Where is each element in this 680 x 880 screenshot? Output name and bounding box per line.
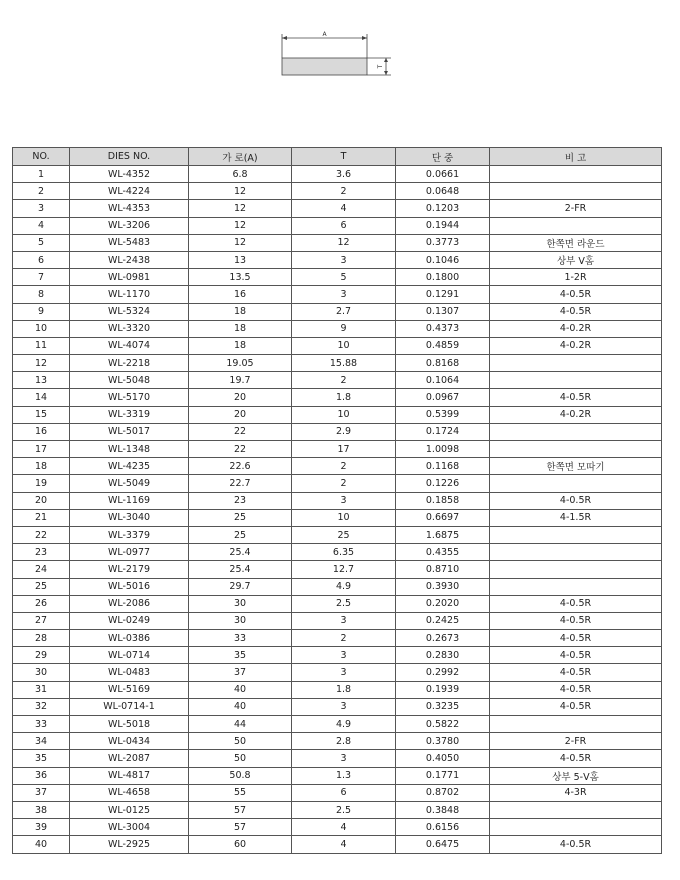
cell-unit-weight: 0.0648 <box>396 183 490 200</box>
cell-width: 12 <box>189 234 292 251</box>
cell-width: 22.7 <box>189 475 292 492</box>
cell-unit-weight: 0.4050 <box>396 750 490 767</box>
cell-thickness: 3 <box>292 750 396 767</box>
table-row <box>13 612 662 629</box>
cell-dies-no: WL-2179 <box>70 561 189 578</box>
cell-remarks <box>490 716 662 733</box>
cell-no: 21 <box>13 509 70 526</box>
table-row <box>13 320 662 337</box>
dies-spec-table <box>12 147 662 854</box>
cell-dies-no: WL-5170 <box>70 389 189 406</box>
cell-no: 33 <box>13 716 70 733</box>
cell-thickness: 2 <box>292 458 396 475</box>
table-row <box>13 423 662 440</box>
cell-unit-weight: 0.4355 <box>396 544 490 561</box>
table-row <box>13 166 662 183</box>
table-row <box>13 698 662 715</box>
cell-unit-weight: 1.6875 <box>396 526 490 543</box>
cell-thickness: 3.6 <box>292 166 396 183</box>
table-row <box>13 750 662 767</box>
cell-no: 28 <box>13 630 70 647</box>
cell-dies-no: WL-5017 <box>70 423 189 440</box>
cell-remarks: 4-0.2R <box>490 320 662 337</box>
cell-dies-no: WL-5483 <box>70 234 189 251</box>
cell-remarks <box>490 217 662 234</box>
cell-dies-no: WL-4352 <box>70 166 189 183</box>
cell-width: 13.5 <box>189 269 292 286</box>
cell-dies-no: WL-0714-1 <box>70 698 189 715</box>
cell-width: 50 <box>189 750 292 767</box>
cell-no: 16 <box>13 423 70 440</box>
cell-width: 22 <box>189 441 292 458</box>
table-row <box>13 561 662 578</box>
table-row <box>13 337 662 354</box>
table-row <box>13 458 662 475</box>
table-row <box>13 183 662 200</box>
cell-dies-no: WL-2218 <box>70 355 189 372</box>
cell-dies-no: WL-0125 <box>70 801 189 818</box>
cell-thickness: 3 <box>292 251 396 268</box>
cell-no: 2 <box>13 183 70 200</box>
cell-thickness: 2.8 <box>292 733 396 750</box>
cell-unit-weight: 0.1939 <box>396 681 490 698</box>
table-row <box>13 509 662 526</box>
cell-thickness: 17 <box>292 441 396 458</box>
cell-width: 44 <box>189 716 292 733</box>
cell-thickness: 12.7 <box>292 561 396 578</box>
cell-thickness: 1.8 <box>292 681 396 698</box>
table-row <box>13 836 662 853</box>
cell-remarks: 4-1.5R <box>490 509 662 526</box>
cell-no: 8 <box>13 286 70 303</box>
cell-dies-no: WL-1170 <box>70 286 189 303</box>
cell-no: 9 <box>13 303 70 320</box>
header-no: NO. <box>13 148 70 166</box>
cell-width: 18 <box>189 303 292 320</box>
cell-unit-weight: 0.2673 <box>396 630 490 647</box>
cell-dies-no: WL-1169 <box>70 492 189 509</box>
cell-thickness: 3 <box>292 698 396 715</box>
cell-no: 37 <box>13 784 70 801</box>
table-row <box>13 475 662 492</box>
width-arrow-left <box>282 36 287 40</box>
table-header-row <box>13 148 662 166</box>
cell-dies-no: WL-5169 <box>70 681 189 698</box>
cell-unit-weight: 0.6475 <box>396 836 490 853</box>
cell-no: 24 <box>13 561 70 578</box>
table-row <box>13 716 662 733</box>
cell-thickness: 12 <box>292 234 396 251</box>
table-row <box>13 406 662 423</box>
cell-dies-no: WL-0249 <box>70 612 189 629</box>
table-row <box>13 578 662 595</box>
cell-dies-no: WL-5016 <box>70 578 189 595</box>
cell-width: 22.6 <box>189 458 292 475</box>
cell-dies-no: WL-0981 <box>70 269 189 286</box>
cell-remarks <box>490 166 662 183</box>
cell-dies-no: WL-5018 <box>70 716 189 733</box>
cell-unit-weight: 0.1858 <box>396 492 490 509</box>
cell-no: 22 <box>13 526 70 543</box>
cell-thickness: 2 <box>292 183 396 200</box>
header-width-a: 가 로(A) <box>189 148 292 166</box>
cell-unit-weight: 0.5399 <box>396 406 490 423</box>
cell-width: 12 <box>189 183 292 200</box>
cell-dies-no: WL-3320 <box>70 320 189 337</box>
cell-no: 35 <box>13 750 70 767</box>
cell-width: 29.7 <box>189 578 292 595</box>
cell-unit-weight: 0.1771 <box>396 767 490 784</box>
header-dies-no: DIES NO. <box>70 148 189 166</box>
cell-remarks: 4-0.5R <box>490 698 662 715</box>
cell-no: 34 <box>13 733 70 750</box>
cell-remarks: 4-0.5R <box>490 681 662 698</box>
cell-width: 18 <box>189 320 292 337</box>
cell-dies-no: WL-3379 <box>70 526 189 543</box>
cell-thickness: 3 <box>292 664 396 681</box>
cell-dies-no: WL-0386 <box>70 630 189 647</box>
cell-unit-weight: 0.4373 <box>396 320 490 337</box>
cell-width: 25.4 <box>189 561 292 578</box>
cell-no: 3 <box>13 200 70 217</box>
cell-no: 11 <box>13 337 70 354</box>
width-arrow-right <box>362 36 367 40</box>
cell-remarks: 4-0.5R <box>490 647 662 664</box>
cell-unit-weight: 0.3848 <box>396 801 490 818</box>
cell-width: 12 <box>189 200 292 217</box>
cell-unit-weight: 0.5822 <box>396 716 490 733</box>
header-unit-weight: 단 중 <box>396 148 490 166</box>
cell-no: 19 <box>13 475 70 492</box>
cell-width: 37 <box>189 664 292 681</box>
cell-dies-no: WL-4353 <box>70 200 189 217</box>
cell-dies-no: WL-4658 <box>70 784 189 801</box>
cell-unit-weight: 0.1724 <box>396 423 490 440</box>
table-row <box>13 630 662 647</box>
cell-dies-no: WL-2086 <box>70 595 189 612</box>
cell-thickness: 10 <box>292 509 396 526</box>
cell-thickness: 2 <box>292 372 396 389</box>
cell-thickness: 10 <box>292 406 396 423</box>
cell-dies-no: WL-0977 <box>70 544 189 561</box>
table-row <box>13 767 662 784</box>
cell-unit-weight: 0.2020 <box>396 595 490 612</box>
cell-remarks <box>490 544 662 561</box>
cell-thickness: 25 <box>292 526 396 543</box>
cell-remarks <box>490 441 662 458</box>
cell-thickness: 1.3 <box>292 767 396 784</box>
cell-thickness: 2 <box>292 475 396 492</box>
cell-no: 38 <box>13 801 70 818</box>
cell-unit-weight: 0.1046 <box>396 251 490 268</box>
cell-unit-weight: 0.1944 <box>396 217 490 234</box>
cell-remarks: 4-0.5R <box>490 286 662 303</box>
cell-thickness: 2 <box>292 630 396 647</box>
cell-thickness: 4 <box>292 200 396 217</box>
cell-dies-no: WL-0714 <box>70 647 189 664</box>
cell-no: 39 <box>13 819 70 836</box>
cell-dies-no: WL-3040 <box>70 509 189 526</box>
cell-remarks <box>490 183 662 200</box>
cell-thickness: 3 <box>292 612 396 629</box>
cell-unit-weight: 0.2425 <box>396 612 490 629</box>
cell-unit-weight: 0.3780 <box>396 733 490 750</box>
cell-remarks <box>490 355 662 372</box>
cell-unit-weight: 0.6156 <box>396 819 490 836</box>
cell-remarks: 4-0.2R <box>490 337 662 354</box>
cell-width: 60 <box>189 836 292 853</box>
cell-dies-no: WL-3004 <box>70 819 189 836</box>
cell-remarks <box>490 561 662 578</box>
cell-remarks: 한쪽면 라운드 <box>490 234 662 251</box>
cell-width: 19.05 <box>189 355 292 372</box>
table-row <box>13 647 662 664</box>
cell-unit-weight: 0.4859 <box>396 337 490 354</box>
cell-no: 40 <box>13 836 70 853</box>
cell-width: 22 <box>189 423 292 440</box>
cell-remarks <box>490 372 662 389</box>
header-remarks: 비 고 <box>490 148 662 166</box>
cell-no: 25 <box>13 578 70 595</box>
table-row <box>13 269 662 286</box>
cell-dies-no: WL-5048 <box>70 372 189 389</box>
cell-no: 36 <box>13 767 70 784</box>
cell-remarks <box>490 578 662 595</box>
cell-width: 50 <box>189 733 292 750</box>
cell-dies-no: WL-2438 <box>70 251 189 268</box>
table-row <box>13 526 662 543</box>
table-row <box>13 801 662 818</box>
table-row <box>13 217 662 234</box>
cell-no: 26 <box>13 595 70 612</box>
cell-remarks: 4-0.5R <box>490 492 662 509</box>
table-row <box>13 251 662 268</box>
table-row <box>13 664 662 681</box>
cell-thickness: 5 <box>292 269 396 286</box>
cell-no: 13 <box>13 372 70 389</box>
cell-width: 25.4 <box>189 544 292 561</box>
cell-no: 12 <box>13 355 70 372</box>
cell-dies-no: WL-5324 <box>70 303 189 320</box>
cell-width: 23 <box>189 492 292 509</box>
cell-unit-weight: 0.8168 <box>396 355 490 372</box>
table-row <box>13 234 662 251</box>
cell-width: 57 <box>189 819 292 836</box>
cell-dies-no: WL-4074 <box>70 337 189 354</box>
cell-unit-weight: 0.2992 <box>396 664 490 681</box>
cell-no: 14 <box>13 389 70 406</box>
cell-width: 13 <box>189 251 292 268</box>
cell-unit-weight: 0.1203 <box>396 200 490 217</box>
cell-thickness: 4.9 <box>292 716 396 733</box>
cell-remarks: 2-FR <box>490 200 662 217</box>
cell-no: 15 <box>13 406 70 423</box>
cell-width: 50.8 <box>189 767 292 784</box>
cell-width: 16 <box>189 286 292 303</box>
cell-width: 12 <box>189 217 292 234</box>
cell-thickness: 6.35 <box>292 544 396 561</box>
cell-width: 20 <box>189 406 292 423</box>
cell-remarks: 한쪽면 모따기 <box>490 458 662 475</box>
cell-remarks <box>490 423 662 440</box>
table-row <box>13 819 662 836</box>
cell-remarks: 4-0.5R <box>490 303 662 320</box>
cell-dies-no: WL-3319 <box>70 406 189 423</box>
cell-thickness: 6 <box>292 784 396 801</box>
cell-no: 7 <box>13 269 70 286</box>
table-row <box>13 200 662 217</box>
cell-no: 6 <box>13 251 70 268</box>
cell-remarks: 4-0.2R <box>490 406 662 423</box>
cell-width: 40 <box>189 698 292 715</box>
thickness-arrow-bottom <box>384 71 388 75</box>
cell-no: 1 <box>13 166 70 183</box>
table-row <box>13 441 662 458</box>
cell-no: 23 <box>13 544 70 561</box>
cell-thickness: 2.5 <box>292 801 396 818</box>
cell-no: 20 <box>13 492 70 509</box>
cell-width: 25 <box>189 509 292 526</box>
cell-unit-weight: 0.8710 <box>396 561 490 578</box>
cell-unit-weight: 0.3773 <box>396 234 490 251</box>
cell-width: 18 <box>189 337 292 354</box>
bar-cross-section <box>282 58 367 75</box>
cell-unit-weight: 0.1307 <box>396 303 490 320</box>
cell-unit-weight: 0.2830 <box>396 647 490 664</box>
table-row <box>13 303 662 320</box>
cell-width: 6.8 <box>189 166 292 183</box>
cell-remarks: 2-FR <box>490 733 662 750</box>
cell-unit-weight: 0.1291 <box>396 286 490 303</box>
cell-unit-weight: 0.6697 <box>396 509 490 526</box>
cell-remarks: 4-0.5R <box>490 750 662 767</box>
cell-width: 30 <box>189 612 292 629</box>
cell-remarks <box>490 801 662 818</box>
cell-remarks <box>490 819 662 836</box>
cell-thickness: 4 <box>292 819 396 836</box>
cell-dies-no: WL-2925 <box>70 836 189 853</box>
table-row <box>13 733 662 750</box>
cell-no: 29 <box>13 647 70 664</box>
cell-remarks: 1-2R <box>490 269 662 286</box>
table-row <box>13 681 662 698</box>
table-row <box>13 544 662 561</box>
cell-unit-weight: 0.3235 <box>396 698 490 715</box>
cell-thickness: 3 <box>292 492 396 509</box>
cell-thickness: 2.5 <box>292 595 396 612</box>
thickness-arrow-top <box>384 58 388 62</box>
cell-dies-no: WL-5049 <box>70 475 189 492</box>
cell-unit-weight: 0.1226 <box>396 475 490 492</box>
cell-thickness: 4 <box>292 836 396 853</box>
cell-no: 30 <box>13 664 70 681</box>
cell-thickness: 3 <box>292 647 396 664</box>
table-row <box>13 372 662 389</box>
cell-unit-weight: 1.0098 <box>396 441 490 458</box>
cell-remarks: 상부 V홈 <box>490 251 662 268</box>
table-row <box>13 355 662 372</box>
cell-width: 20 <box>189 389 292 406</box>
cell-thickness: 1.8 <box>292 389 396 406</box>
cell-thickness: 10 <box>292 337 396 354</box>
cell-no: 32 <box>13 698 70 715</box>
thickness-label: T <box>377 64 384 69</box>
cell-unit-weight: 0.0661 <box>396 166 490 183</box>
header-thickness-t: T <box>292 148 396 166</box>
cell-width: 33 <box>189 630 292 647</box>
cell-thickness: 6 <box>292 217 396 234</box>
cell-thickness: 4.9 <box>292 578 396 595</box>
cell-unit-weight: 0.1168 <box>396 458 490 475</box>
cell-unit-weight: 0.0967 <box>396 389 490 406</box>
table-row <box>13 595 662 612</box>
cell-remarks: 4-0.5R <box>490 595 662 612</box>
cell-remarks: 4-0.5R <box>490 630 662 647</box>
cell-dies-no: WL-2087 <box>70 750 189 767</box>
cell-dies-no: WL-4817 <box>70 767 189 784</box>
cell-width: 55 <box>189 784 292 801</box>
cell-remarks <box>490 526 662 543</box>
cell-thickness: 2.7 <box>292 303 396 320</box>
cell-dies-no: WL-0434 <box>70 733 189 750</box>
cell-width: 40 <box>189 681 292 698</box>
table-row <box>13 784 662 801</box>
cell-remarks <box>490 475 662 492</box>
cell-dies-no: WL-4235 <box>70 458 189 475</box>
cell-width: 30 <box>189 595 292 612</box>
cell-thickness: 3 <box>292 286 396 303</box>
table-row <box>13 492 662 509</box>
cell-no: 27 <box>13 612 70 629</box>
cell-no: 4 <box>13 217 70 234</box>
cell-no: 10 <box>13 320 70 337</box>
cell-dies-no: WL-1348 <box>70 441 189 458</box>
cell-width: 25 <box>189 526 292 543</box>
cell-remarks: 4-3R <box>490 784 662 801</box>
cell-no: 17 <box>13 441 70 458</box>
cell-thickness: 9 <box>292 320 396 337</box>
cell-remarks: 4-0.5R <box>490 389 662 406</box>
cell-unit-weight: 0.1800 <box>396 269 490 286</box>
cell-dies-no: WL-0483 <box>70 664 189 681</box>
cell-unit-weight: 0.1064 <box>396 372 490 389</box>
cell-dies-no: WL-4224 <box>70 183 189 200</box>
cell-no: 31 <box>13 681 70 698</box>
cell-thickness: 15.88 <box>292 355 396 372</box>
table-row <box>13 389 662 406</box>
cell-unit-weight: 0.3930 <box>396 578 490 595</box>
cell-remarks: 4-0.5R <box>490 664 662 681</box>
cell-remarks: 4-0.5R <box>490 836 662 853</box>
cell-remarks: 4-0.5R <box>490 612 662 629</box>
cell-thickness: 2.9 <box>292 423 396 440</box>
cell-dies-no: WL-3206 <box>70 217 189 234</box>
cell-width: 57 <box>189 801 292 818</box>
cell-no: 18 <box>13 458 70 475</box>
cell-no: 5 <box>13 234 70 251</box>
cell-unit-weight: 0.8702 <box>396 784 490 801</box>
flat-bar-cross-section-diagram <box>276 28 406 84</box>
cell-width: 35 <box>189 647 292 664</box>
cell-remarks: 상부 5-V홈 <box>490 767 662 784</box>
width-label: A <box>322 31 327 38</box>
table-row <box>13 286 662 303</box>
cell-width: 19.7 <box>189 372 292 389</box>
